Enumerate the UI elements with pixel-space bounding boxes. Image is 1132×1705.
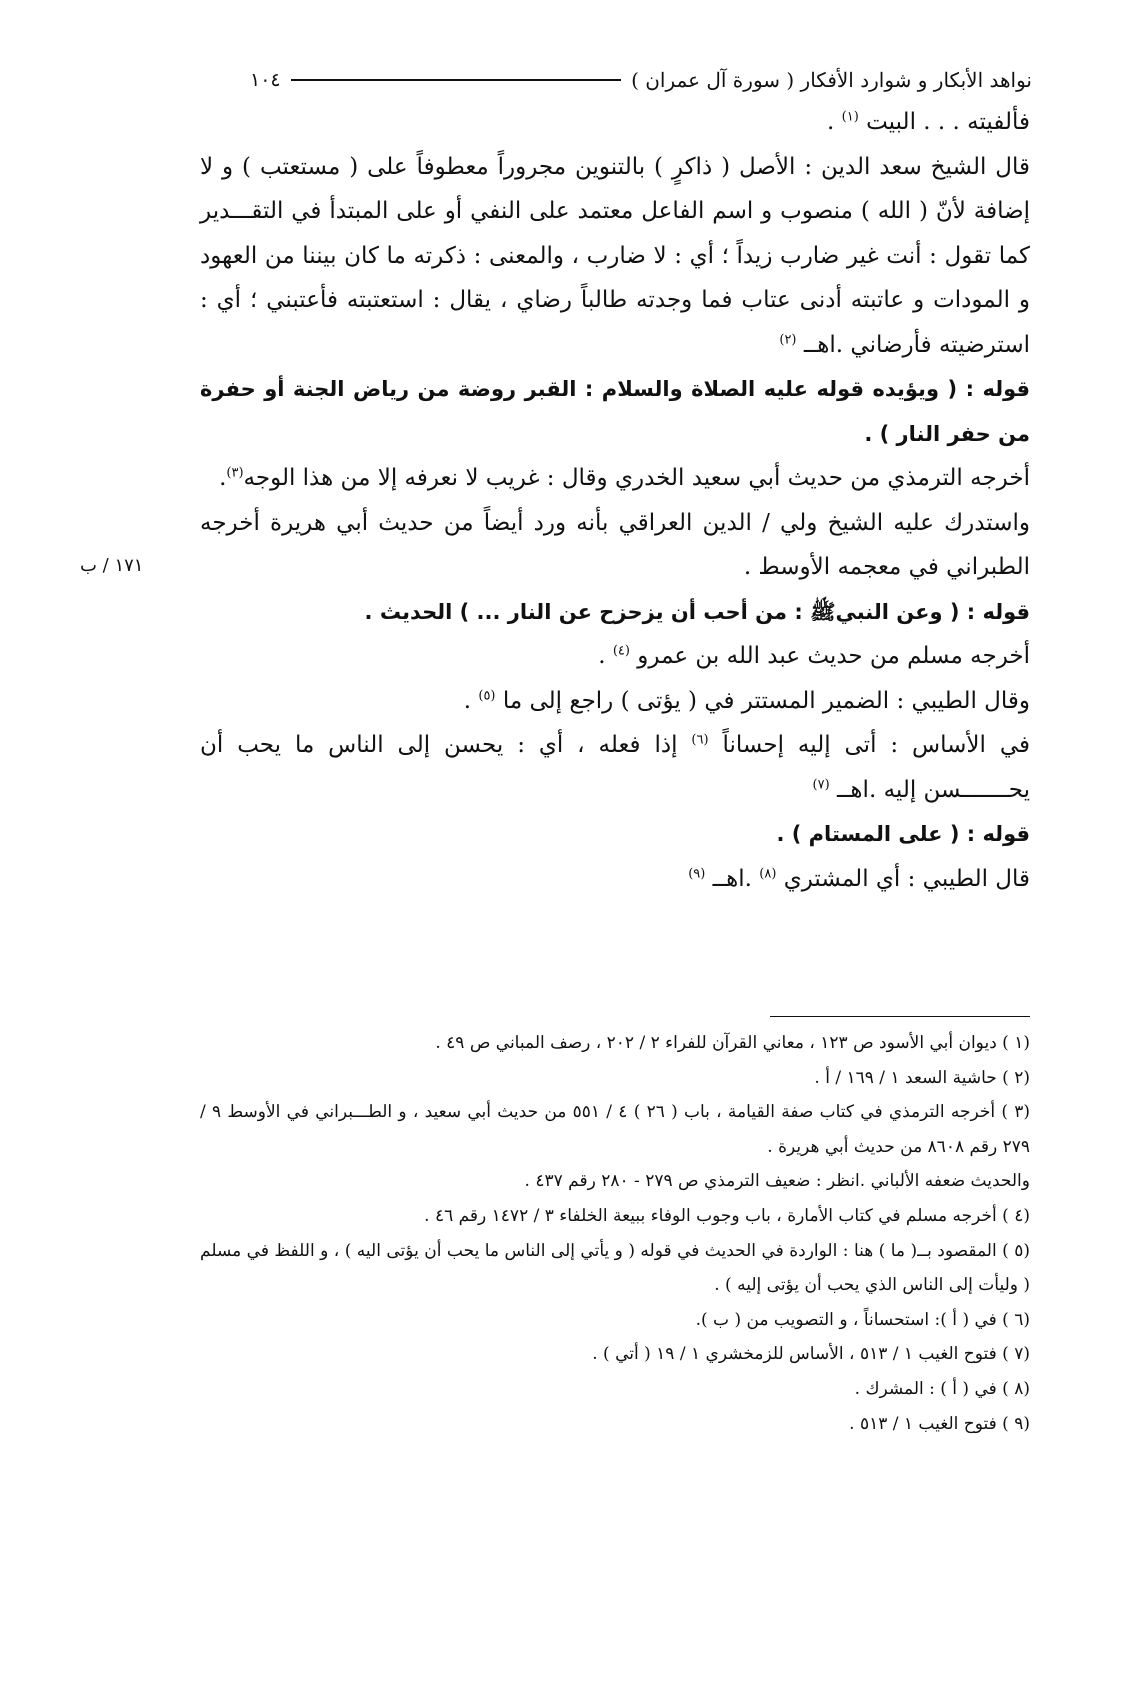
footnote: (٤ ) أخرجه مسلم في كتاب الأمارة ، باب وجوب الوفاء ببيعة الخلفاء ٣ / ١٤٧٢ رقم ٤٦ . <box>424 1205 1030 1226</box>
footnote-ref: (٣) <box>226 465 244 481</box>
paragraph: أخرجه مسلم من حديث عبد الله بن عمرو $^{(٤)}$ . <box>598 643 1030 669</box>
footnote: (١ ) ديوان أبي الأسود ص ١٢٣ ، معاني القرآن للفراء ٢ / ٢٠٢ ، رصف المباني ص ٤٩ . <box>435 1033 1030 1053</box>
main-text <box>200 100 1030 901</box>
paragraph: وقال الطيبي : الضمير المستتر في ( يؤتى ) راجع إلى ما $^{(٥)}$ . <box>463 687 1030 714</box>
footnote: (٨ ) في ( أ ) : المشرك . <box>854 1378 1030 1399</box>
footnote-ref: (٨) <box>759 865 777 881</box>
footnote-ref: (٦) <box>691 732 709 748</box>
footnote: (٣ ) أخرجه الترمذي في كتاب صفة القيامة ، باب ( ٢٦ ) ٤ / ٥٥١ من حديث أبي سعيد ، و الطـــبراني في الأوسط ٩ / ٢٧٩ رقم ٨٦٠٨ من حديث أبي هريرة . <box>200 1102 1030 1157</box>
footnote: والحديث ضعفه الألباني .انظر : ضعيف الترمذي ص ٢٧٩ - ٢٨٠ رقم ٤٣٧ . <box>524 1171 1030 1192</box>
footnote: (٥ ) المقصود بــ( ما ) هنا : الواردة في الحديث في قوله ( و يأتي إلى الناس ما يحب أن يؤتى اليه ) ، و اللفظ في مسلم ( وليأت إلى الناس الذي يحب أن يؤتى إليه ) . <box>200 1240 1030 1296</box>
paragraph: واستدرك عليه الشيخ ولي / الدين العراقي بأنه ورد أيضاً من حديث أبي هريرة أخرجه الطبراني في معجمه الأوسط . <box>200 509 1030 580</box>
qawl-heading: قوله : ( على المستام ) . <box>776 822 1030 846</box>
footnote: (٧ ) فتوح الغيب ١ / ٥١٣ ، الأساس للزمخشري ١ / ١٩ ( أتي ) . <box>592 1344 1030 1365</box>
paragraph: قال الطيبي : أي المشتري $^{(٨)}$ .اهــ $^{(٩)}$ <box>688 865 1030 892</box>
header-rule <box>291 79 621 81</box>
running-header-title: نواهد الأبكار و شوارد الأفكار ( سورة آل عمران ) <box>631 68 1032 92</box>
qawl-heading: قوله : ( وعن النبيﷺ : من أحب أن يزحزح عن النار ... ) الحديث . <box>364 599 1030 624</box>
paragraph: في الأساس : أتى إليه إحساناً $^{(٦)}$ إذا فعله ، أي : يحسن إلى الناس ما يحب أن يحـــــــسن إليه .اهــ $^{(٧)}$ <box>200 732 1030 803</box>
footnote-ref: (٤) <box>612 643 630 659</box>
footnote-separator <box>770 1016 1030 1017</box>
footnotes <box>200 1026 1030 1441</box>
paragraph: أخرجه الترمذي من حديث أبي سعيد الخدري وقال : غريب لا نعرفه إلا من هذا الوجه$^{(٣)}$. <box>219 465 1030 491</box>
footnote-ref: (٧) <box>812 776 830 792</box>
footnote-ref: (٢) <box>779 331 797 347</box>
footnote-ref: (٥) <box>478 687 496 703</box>
paragraph: فألفيته . . . البيت $^{(١)}$ . <box>827 109 1030 135</box>
manuscript-folio-note: ١٧١ / ب <box>80 555 144 576</box>
running-header <box>250 64 1032 96</box>
qawl-heading: قوله : ( ويؤيده قوله عليه الصلاة والسلام : القبر روضة من رياض الجنة أو حفرة من حفر النار ) . <box>200 377 1030 446</box>
paragraph: قال الشيخ سعد الدين : الأصل ( ذاكرٍ ) بالتنوين مجروراً معطوفاً على ( مستعتب ) و لا إضافة لأنّ ( الله ) منصوب و اسم الفاعل معتمد على النفي أو على المبتدأ في التقـــدير كما تقول : أنت غير ضارب زيداً ؛ أي : لا ضارب ، والمعنى : ذكرته ما كان بيننا من العهود و المودات و عاتبته أدنى عتاب فما وجدته طالباً رضاي ، يقال : استعتبته فأعتبني ؛ أي : استرضيته فأرضاني .اهــ $^{(٢)}$ <box>200 153 1030 358</box>
footnote-ref: (١) <box>841 109 859 125</box>
footnote: (٩ ) فتوح الغيب ١ / ٥١٣ . <box>849 1413 1030 1434</box>
footnote: (٢ ) حاشية السعد ١ / ١٦٩ / أ . <box>814 1067 1030 1088</box>
footnote: (٦ ) في ( أ ): استحساناً ، و التصويب من ( ب ). <box>695 1309 1030 1330</box>
page-number: ١٠٤ <box>250 69 281 91</box>
footnote-ref: (٩) <box>688 865 706 881</box>
